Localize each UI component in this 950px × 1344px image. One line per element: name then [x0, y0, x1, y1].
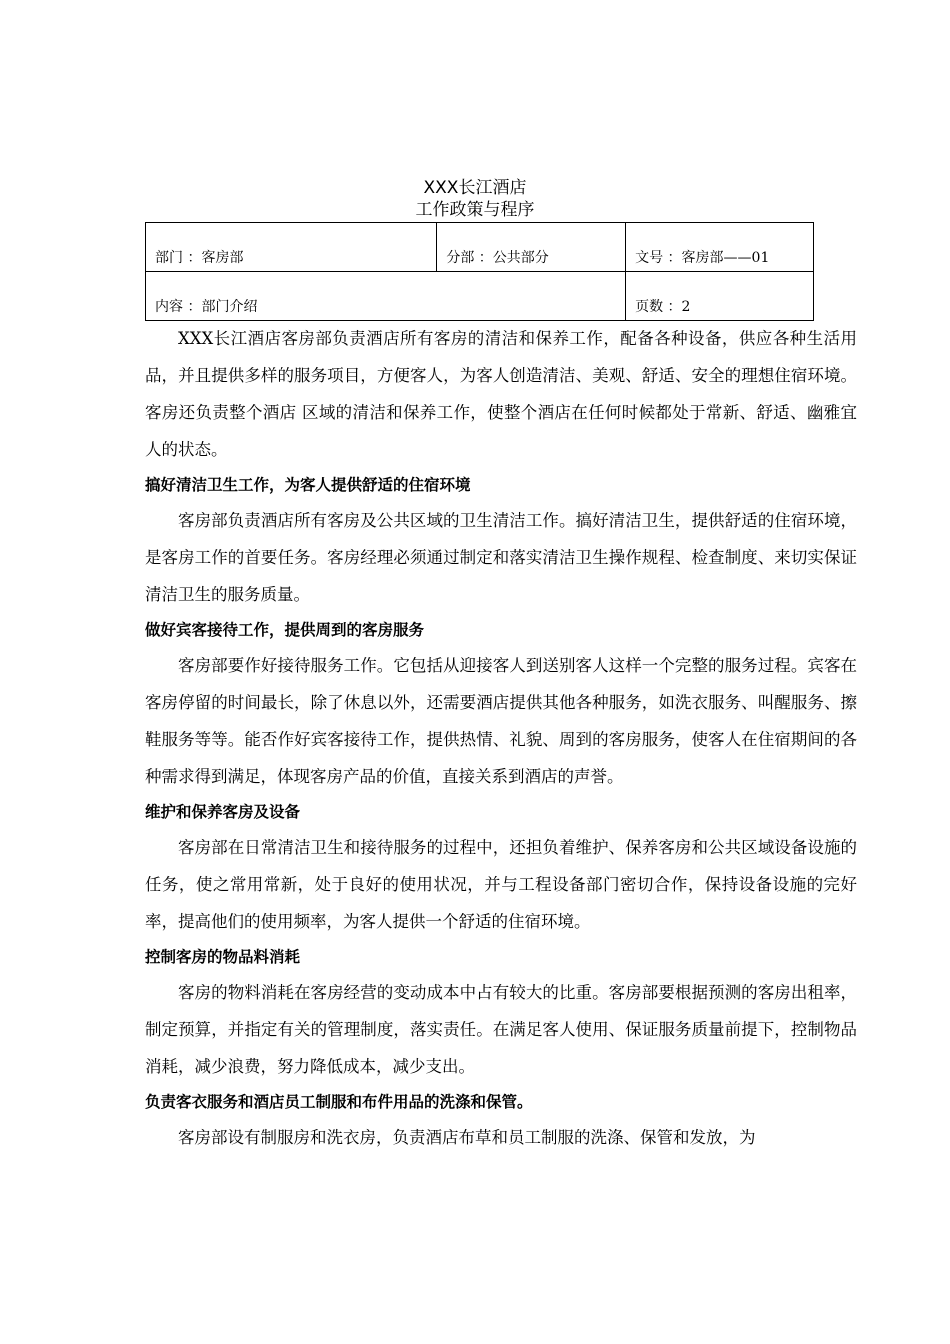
division-cell: 分部 ：公共部分	[437, 223, 626, 272]
document-info-table	[145, 222, 814, 321]
hotel-name: XXX长江酒店	[423, 178, 527, 198]
department-cell: 部门 ：客房部	[146, 223, 437, 272]
pages-cell: 页数 ：2	[626, 272, 814, 321]
section-body-reception: 客房部要作好接待服务工作。它包括从迎接客人到送别客人这样一个完整的服务过程。宾客在客房停留的时间最长，除了休息以外，还需要酒店提供其他各种服务，如洗衣服务、叫醒服务、擦鞋服务等等。能否作好宾客接待工作，提供热情、礼貌、周到的客房服务，使客人在住宿期间的各种需求得到满足，体现客房产品的价值，直接关系到酒店的声誉。	[145, 656, 857, 786]
info-row-1	[146, 223, 814, 272]
document-title-block	[0, 177, 950, 221]
section-heading-consumption: 控制客房的物品料消耗	[145, 948, 301, 966]
section-heading-reception: 做好宾客接待工作，提供周到的客房服务	[145, 621, 425, 639]
section-body-maintenance: 客房部在日常清洁卫生和接待服务的过程中，还担负着维护、保养客房和公共区域设备设施的任务，使之常用常新，处于良好的使用状况，并与工程设备部门密切合作，保持设备设施的完好率，提高他们的使用频率，为客人提供一个舒适的住宿环境。	[145, 838, 857, 931]
intro-paragraph: XXX长江酒店客房部负责酒店所有客房的清洁和保养工作，配备各种设备，供应各种生活用品，并且提供多样的服务项目，方便客人，为客人创造清洁、美观、舒适、安全的理想住宿环境。客房还负责整个酒店 区域的清洁和保养工作，使整个酒店在任何时候都处于常新、舒适、幽雅宜人的状态。	[145, 329, 857, 459]
section-heading-maintenance: 维护和保养客房及设备	[145, 803, 301, 821]
document-body	[145, 320, 857, 1156]
section-heading-cleaning: 搞好清洁卫生工作，为客人提供舒适的住宿环境	[145, 476, 471, 494]
content-cell: 内容 ：部门介绍	[146, 272, 626, 321]
section-body-laundry: 客房部设有制服房和洗衣房，负责酒店布草和员工制服的洗涤、保管和发放，为	[178, 1128, 756, 1147]
section-body-cleaning: 客房部负责酒店所有客房及公共区域的卫生清洁工作。搞好清洁卫生，提供舒适的住宿环境，是客房工作的首要任务。客房经理必须通过制定和落实清洁卫生操作规程、检查制度、来切实保证清洁卫生的服务质量。	[145, 511, 857, 604]
section-body-consumption: 客房的物料消耗在客房经营的变动成本中占有较大的比重。客房部要根据预测的客房出租率，制定预算，并指定有关的管理制度，落实责任。在满足客人使用、保证服务质量前提下，控制物品消耗，减少浪费，努力降低成本，减少支出。	[145, 983, 857, 1076]
doc-number-cell: 文号 ：客房部——01	[626, 223, 814, 272]
info-row-2	[146, 272, 814, 321]
section-heading-laundry: 负责客衣服务和酒店员工制服和布件用品的洗涤和保管。	[145, 1093, 533, 1111]
document-title: 工作政策与程序	[415, 200, 535, 220]
